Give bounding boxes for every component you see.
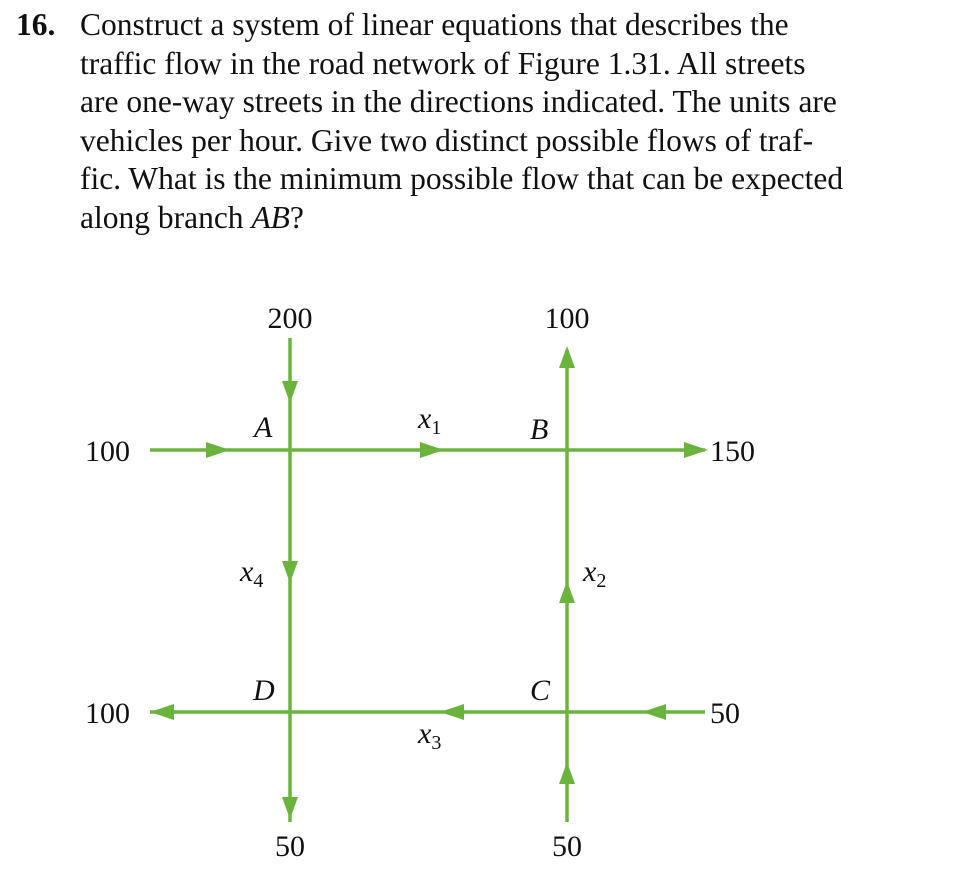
node-labels	[252, 411, 551, 707]
variable-x3	[417, 717, 441, 754]
node-a-label: A	[254, 411, 273, 444]
arrow-up-bottom-c	[559, 762, 575, 784]
branch-label: AB	[251, 199, 290, 235]
arrow-down-top-a	[282, 381, 298, 403]
problem-line-2: traffic flow in the road network of Figure 1.31. All streets	[80, 45, 806, 81]
flow-left-d-out: 100	[85, 697, 130, 730]
node-d-label: D	[253, 674, 275, 707]
flow-top-b-out: 100	[544, 302, 590, 335]
flow-bottom-c-in: 50	[552, 830, 582, 863]
last-line-prefix: along branch	[80, 199, 252, 235]
arrow-left-c-d	[440, 704, 464, 720]
arrow-down-d-bottom	[282, 797, 298, 819]
flow-left-a-in: 100	[85, 435, 130, 468]
arrow-right-left-a	[206, 442, 230, 458]
arrow-up-c-b	[559, 581, 575, 603]
node-b-label: B	[530, 413, 549, 446]
variable-x4-base: x	[240, 555, 254, 588]
variable-x2	[582, 555, 606, 592]
flow-bottom-d-out: 50	[275, 830, 305, 863]
flow-right-b-out: 150	[710, 435, 755, 468]
variable-x3-sub: 3	[431, 732, 442, 754]
variable-x1-sub: 1	[431, 417, 442, 439]
problem-line-4: vehicles per hour. Give two distinct possible flows of traf-	[80, 122, 814, 158]
last-line-suffix: ?	[289, 199, 304, 235]
arrow-left-right-c	[642, 704, 666, 720]
variable-x1	[417, 402, 441, 439]
variable-x2-sub: 2	[596, 570, 607, 592]
variable-x2-base: x	[583, 555, 597, 588]
variable-x4-sub: 4	[253, 570, 264, 592]
problem-line-3: are one-way streets in the directions indicated. The units are	[80, 84, 837, 120]
flow-right-c-in: 50	[710, 697, 740, 730]
variable-x3-base: x	[418, 717, 432, 750]
arrow-left-d-out	[150, 704, 174, 720]
flow-top-a-in: 200	[267, 302, 313, 335]
problem-line-5: fic. What is the minimum possible flow that can be expected	[80, 161, 844, 197]
problem-number: 16.	[16, 7, 56, 42]
variable-x1-base: x	[418, 402, 432, 435]
variable-x4	[239, 555, 263, 592]
arrow-down-a-d	[282, 561, 298, 583]
arrow-right-a-b	[420, 442, 444, 458]
problem-line-1: Construct a system of linear equations that describes the	[80, 7, 789, 42]
node-c-label: C	[530, 674, 551, 707]
arrow-right-b-out	[684, 442, 708, 458]
flow-labels	[85, 302, 755, 863]
arrow-up-top-b	[559, 346, 575, 368]
